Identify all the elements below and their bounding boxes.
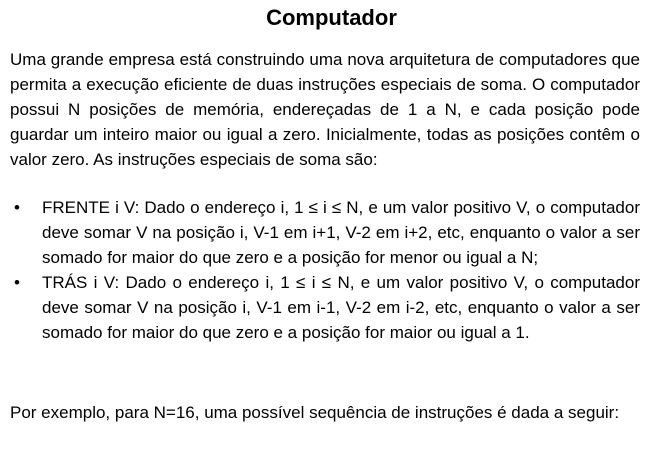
instruction-list [10,195,640,345]
list-item-tras [10,270,640,345]
intro-paragraph: Uma grande empresa está construindo uma nova arquitetura de computadores que permita a execução eficiente de duas instruções especiais de soma. O computador possui N posições de memória, endereçadas de 1 a N, e cada posição pode guardar um inteiro maior ou igual a zero. Inicialmente, todas as posições contêm o valor zero. As instruções especiais de soma são: [10,50,640,169]
list-item-frente [10,195,640,270]
bullet-icon: • [14,198,20,217]
list-item-text: TRÁS i V: Dado o endereço i, 1 ≤ i ≤ N, e um valor positivo V, o computador deve somar V na posição i, V-1 em i-1, V-2 em i-2, etc, enquanto o valor a ser somado for maior do que zero e a posição for maior ou igual a 1. [42,273,640,342]
example-paragraph: Por exemplo, para N=16, uma possível sequência de instruções é dada a seguir: [10,403,620,422]
page-title: Computador [266,5,397,30]
list-item-text: FRENTE i V: Dado o endereço i, 1 ≤ i ≤ N, e um valor positivo V, o computador deve somar V na posição i, V-1 em i+1, V-2 em i+2, etc, enquanto o valor a ser somado for maior do que zero e a posição for menor ou igual a N; [42,198,640,267]
bullet-icon: • [14,273,20,292]
